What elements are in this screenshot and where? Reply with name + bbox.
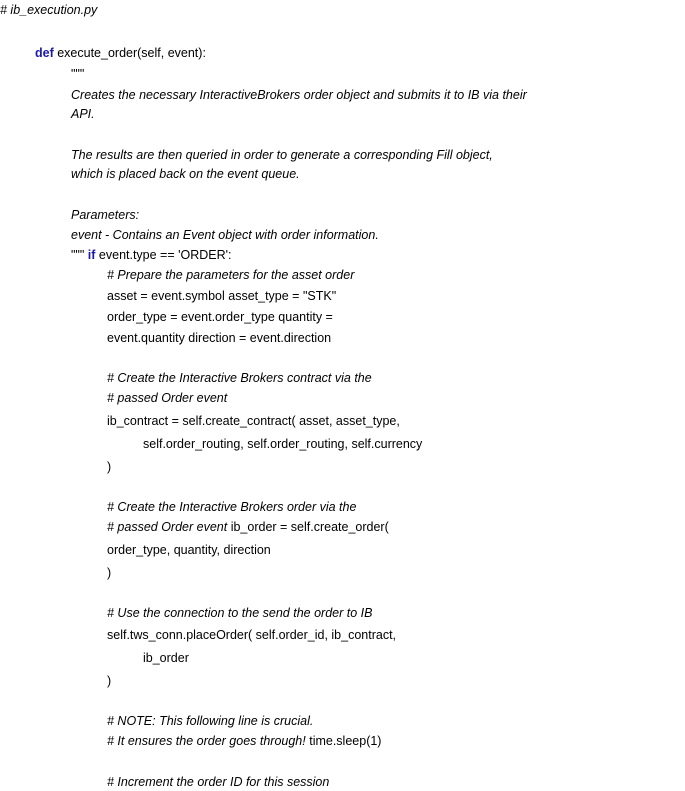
code-line: event.quantity direction = event.direction — [107, 331, 332, 345]
code-comment: # Increment the order ID for this session — [107, 775, 330, 789]
code-fragment: time.sleep(1) — [305, 734, 382, 748]
code-line: order_type = event.order_type quantity = — [107, 310, 333, 324]
docstring-line: event - Contains an Event object with order information. — [71, 228, 379, 242]
code-line: ib_contract = self.create_contract( asset, asset_type, — [107, 414, 400, 428]
code-comment: # passed Order event — [107, 520, 228, 534]
code-line: ) — [107, 460, 112, 474]
code-fragment: ib_order = self.create_order( — [227, 520, 389, 534]
code-line: order_type, quantity, direction — [107, 543, 271, 557]
docstring-line: The results are then queried in order to generate a corresponding Fill object, — [71, 148, 493, 162]
code-line-mixed — [107, 519, 389, 535]
code-line: self.tws_conn.placeOrder( self.order_id, ib_contract, — [107, 628, 397, 642]
if-condition: event.type == 'ORDER': — [95, 248, 232, 262]
function-signature: execute_order(self, event): — [53, 46, 206, 60]
filename-comment: # ib_execution.py — [0, 3, 98, 17]
code-comment: # Create the Interactive Brokers order via the — [107, 500, 357, 514]
code-line-mixed — [107, 733, 381, 749]
code-line: self.order_routing, self.order_routing, self.currency — [143, 437, 423, 451]
docstring-line: Creates the necessary InteractiveBrokers order object and submits it to IB via their — [71, 88, 527, 102]
docstring-line: API. — [71, 107, 95, 121]
code-comment: # Prepare the parameters for the asset order — [107, 268, 355, 282]
docstring-line: Parameters: — [71, 208, 140, 222]
code-comment: # passed Order event — [107, 391, 228, 405]
code-comment: # Use the connection to the send the order to IB — [107, 606, 373, 620]
code-comment: # It ensures the order goes through! — [107, 734, 306, 748]
code-line-if — [71, 247, 232, 263]
def-keyword: def — [35, 46, 54, 60]
code-line-def — [35, 45, 206, 61]
code-line: ) — [107, 674, 112, 688]
docstring-line: which is placed back on the event queue. — [71, 167, 300, 181]
docstring-close: """ — [71, 248, 88, 262]
code-comment: # NOTE: This following line is crucial. — [107, 714, 314, 728]
code-comment: # Create the Interactive Brokers contract via the — [107, 371, 372, 385]
if-keyword: if — [87, 248, 96, 262]
code-line: asset = event.symbol asset_type = "STK" — [107, 289, 337, 303]
docstring-open: """ — [71, 67, 85, 81]
code-line: ib_order — [143, 651, 189, 665]
code-line: ) — [107, 566, 112, 580]
